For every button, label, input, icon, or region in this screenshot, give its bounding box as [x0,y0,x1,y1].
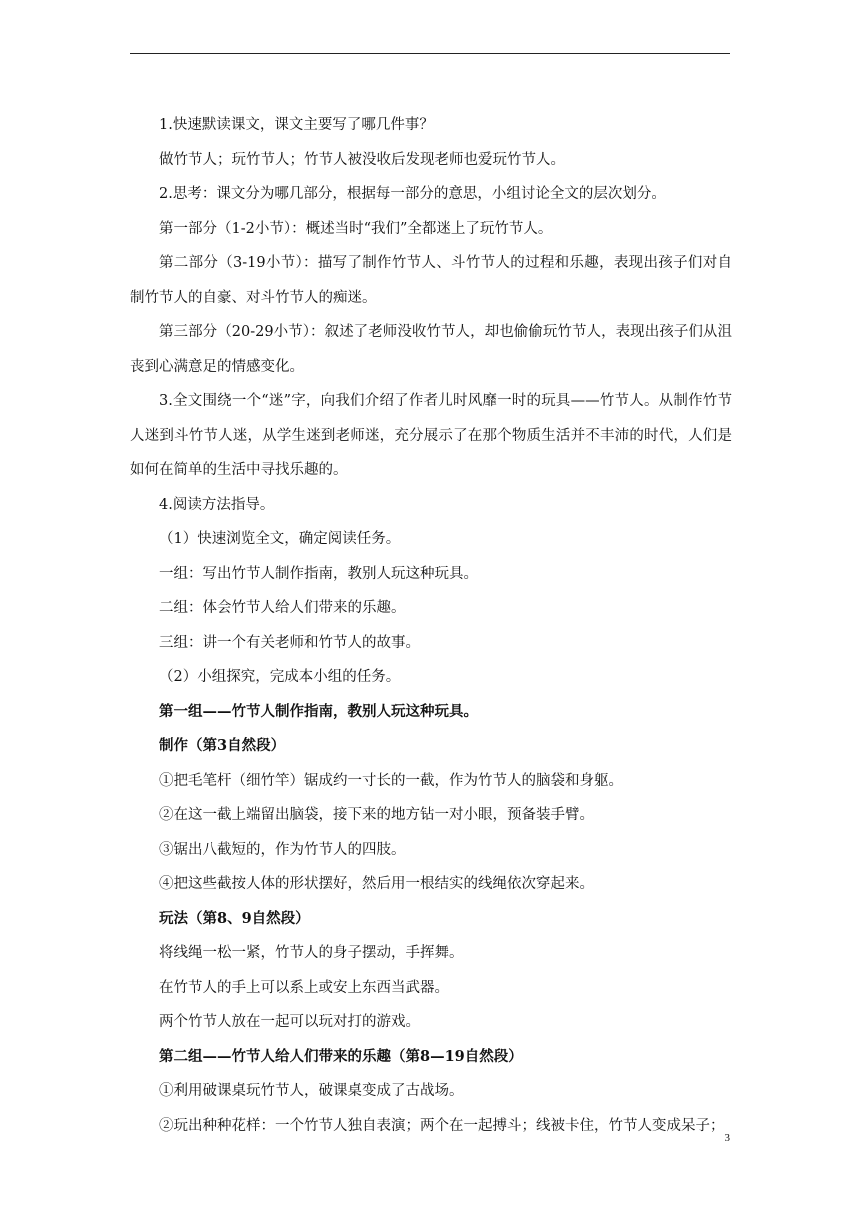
page-number: 3 [724,1132,730,1144]
document-body [130,108,732,1143]
section-heading: 制作（第3自然段） [159,737,286,754]
section-heading: 玩法（第8、9自然段） [159,909,310,927]
paragraph: （1）快速浏览全文，确定阅读任务。 [159,531,401,547]
section-heading: 第二组——竹节人给人们带来的乐趣（第8—19自然段） [159,1047,523,1065]
paragraph: 在竹节人的手上可以系上或安上东西当武器。 [159,979,449,996]
paragraph: ②玩出种种花样：一个竹节人独自表演；两个在一起搏斗；线被卡住，竹节人变成呆子； [159,1117,725,1134]
paragraph: 3.全文围绕一个“迷”字，向我们介绍了作者儿时风靡一时的玩具——竹节人。从制作竹节人迷到斗竹节人迷，从学生迷到老师迷，充分展示了在那个物质生活并不丰沛的时代，人们是如何在简单的生活中寻找乐趣的。 [130,393,732,478]
paragraph: ③锯出八截短的，作为竹节人的四肢。 [159,841,406,858]
paragraph: ④把这些截按人体的形状摆好，然后用一根结实的线绳依次穿起来。 [159,876,594,892]
paragraph: 三组：讲一个有关老师和竹节人的故事。 [159,634,420,651]
paragraph: ②在这一截上端留出脑袋，接下来的地方钻一对小眼，预备装手臂。 [159,807,594,823]
paragraph: 第三部分（20-29小节）：叙述了老师没收竹节人，却也偷偷玩竹节人，表现出孩子们从沮丧到心满意足的情感变化。 [130,324,732,375]
paragraph: 第二部分（3-19小节）：描写了制作竹节人、斗竹节人的过程和乐趣，表现出孩子们对自制竹节人的自豪、对斗竹节人的痴迷。 [130,255,732,306]
paragraph: 第一部分（1-2小节）：概述当时“我们”全都迷上了玩竹节人。 [159,220,553,237]
paragraph: 两个竹节人放在一起可以玩对打的游戏。 [159,1014,420,1030]
paragraph: 一组：写出竹节人制作指南，教别人玩这种玩具。 [159,565,478,582]
section-heading: 第一组——竹节人制作指南，教别人玩这种玩具。 [159,702,478,720]
paragraph: 将线绳一松一紧，竹节人的身子摆动，手挥舞。 [159,945,464,961]
paragraph: （2）小组探究，完成本小组的任务。 [159,669,401,685]
paragraph: ①利用破课桌玩竹节人，破课桌变成了古战场。 [159,1083,464,1099]
paragraph: 2.思考：课文分为哪几部分，根据每一部分的意思，小组讨论全文的层次划分。 [159,186,666,202]
paragraph: ①把毛笔杆（细竹竿）锯成约一寸长的一截，作为竹节人的脑袋和身躯。 [159,772,623,789]
header-rule [130,53,730,54]
paragraph: 4.阅读方法指导。 [159,496,275,513]
paragraph: 二组：体会竹节人给人们带来的乐趣。 [159,600,406,616]
paragraph: 做竹节人；玩竹节人；竹节人被没收后发现老师也爱玩竹节人。 [159,151,565,168]
paragraph: 1.快速默读课文，课文主要写了哪几件事？ [159,117,434,133]
